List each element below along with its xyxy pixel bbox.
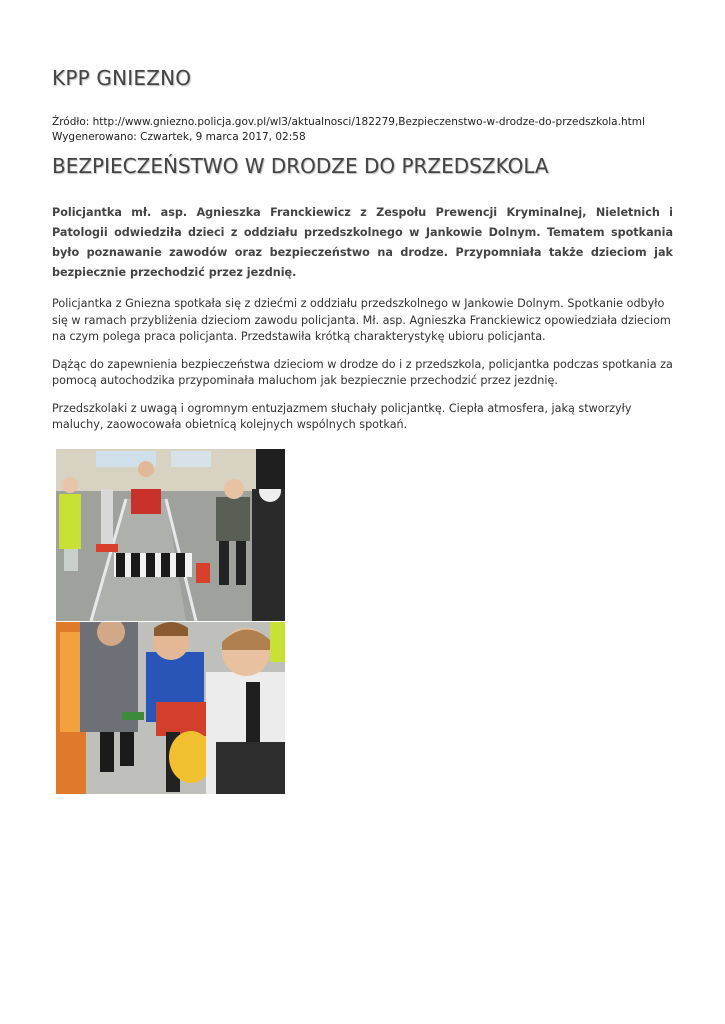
photo-walker [56,622,285,794]
generated-line: Wygenerowano: Czwartek, 9 marca 2017, 02:58 [52,131,306,143]
paragraph: Przedszkolaki z uwagą i ogromnym entuzjazmem słuchały policjantkę. Ciepła atmosfera, jaką stworzyły maluchy, zaowocowała obietnicą kolejnych wspólnych spotkań. [52,401,632,431]
article-lead: Policjantka mł. asp. Agnieszka Franckiewicz z Zespołu Prewencji Kryminalnej, Nieletnich i Patologii odwiedziła dzieci z oddziału przedszkolnego w Jankowie Dolnym. Tematem spotkania było poznawanie zawodów oraz bezpieczeństwo na drodze. Przypomniała także dzieciom jak bezpiecznie przechodzić przez jezdnię. [52,206,673,279]
paragraph: Policjantka z Gniezna spotkała się z dziećmi z oddziału przedszkolnego w Jankowie Dolnym. Spotkanie odbyło się w ramach przybliżenia dzieciom zawodu policjanta. Mł. asp. Agnieszka Franckiewicz opowiedziała dzieciom na czym polega praca policjanta. Przedstawiła krótką charakterystykę ubioru policjanta. [52,297,671,343]
article-body [52,296,673,445]
site-title: KPP GNIEZNO [52,66,192,90]
paragraph: Dążąc do zapewnienia bezpieczeństwa dzieciom w drodze do i z przedszkola, policjantka podczas spotkania za pomocą autochodzika przypominała maluchom jak bezpiecznie przechodzić przez jezdnię. [52,357,673,387]
article-title: BEZPIECZEŃSTWO W DRODZE DO PRZEDSZKOLA [52,154,549,178]
meta-info [52,115,645,145]
source-line: Źródło: http://www.gniezno.policja.gov.pl/wl3/aktualnosci/182279,Bezpieczenstwo-w-drodze-do-przedszkola.html [52,116,645,128]
photo-crosswalk [56,449,285,621]
